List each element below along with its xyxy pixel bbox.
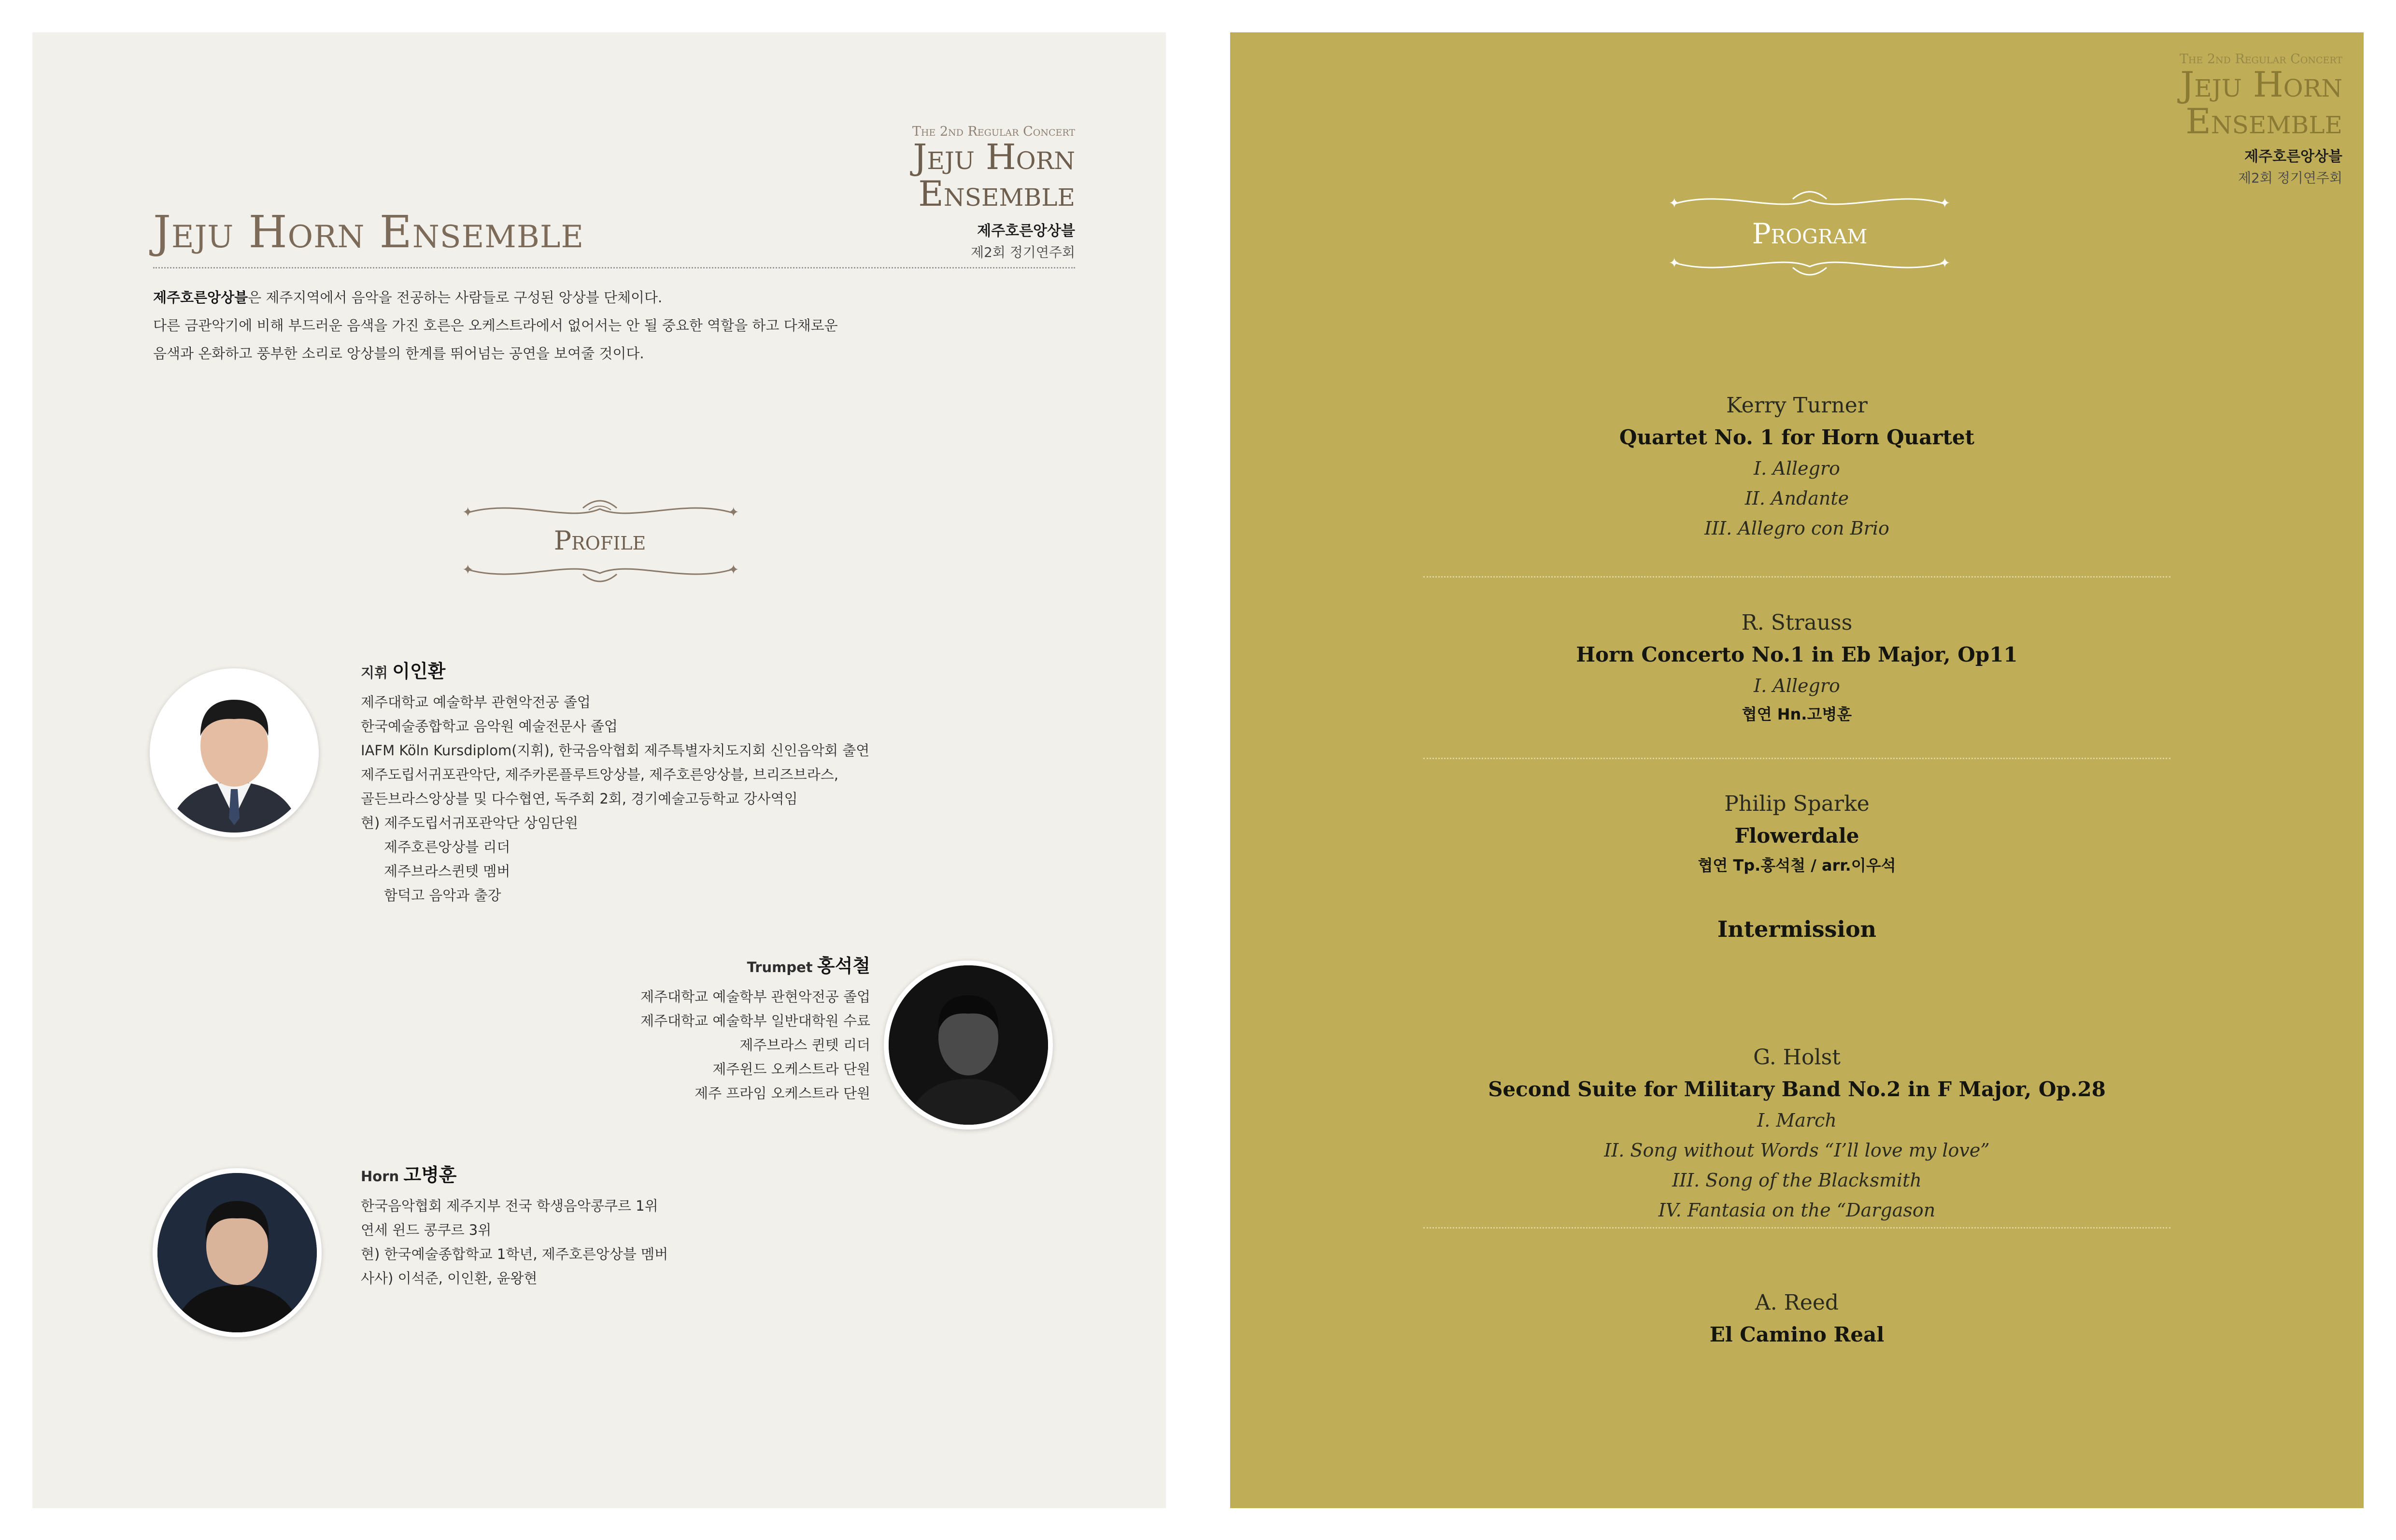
composer: R. Strauss — [1741, 610, 1853, 635]
brand-korean-sub: 제2회 정기연주회 — [970, 244, 1075, 261]
bio-line: 제주대학교 예술학부 관현악전공 졸업 — [361, 694, 591, 710]
bio-line: IAFM Köln Kursdiplom(지휘), 한국음악협회 제주특별자치도지회 신인음악회 출연 — [361, 742, 870, 759]
program-piece — [1230, 607, 2364, 728]
page-title: Jeju Horn Ensemble — [153, 206, 584, 258]
profile-trumpet — [640, 952, 870, 1105]
profile-heading — [457, 494, 742, 589]
brand-name-line1: Jeju Horn — [2180, 64, 2342, 105]
profile-heading-label: Profile — [553, 525, 646, 556]
bio-line: 제주대학교 예술학부 일반대학원 수료 — [640, 1013, 870, 1029]
dotted-divider — [1423, 758, 2170, 759]
composer: G. Holst — [1753, 1045, 1841, 1070]
intermission: Intermission — [1717, 916, 1877, 942]
featuring: 협연 Tp.홍석철 / arr.이우석 — [1698, 856, 1896, 875]
movement: IV. Fantasia on the “Dargason — [1658, 1200, 1936, 1221]
concert-label: The 2nd Regular Concert — [912, 124, 1075, 139]
svg-text:✦: ✦ — [1939, 255, 1951, 271]
avatar-conductor — [150, 668, 319, 837]
profile-role: Horn — [361, 1168, 399, 1185]
work-title: Quartet No. 1 for Horn Quartet — [1619, 425, 1975, 449]
program-heading-label: Program — [1752, 217, 1868, 250]
intro-ensemble-name: 제주호른앙상블 — [153, 289, 248, 306]
movement: II. Song without Words “I’ll love my love” — [1604, 1140, 1990, 1161]
movement: I. March — [1757, 1110, 1837, 1131]
bio-line: 제주윈드 오케스트라 단원 — [712, 1061, 870, 1077]
dotted-divider — [1423, 1227, 2170, 1229]
ornament-bottom — [457, 555, 742, 589]
bio-line: 제주 프라임 오케스트라 단원 — [695, 1085, 870, 1102]
profile-page — [32, 32, 1166, 1508]
svg-text:✦: ✦ — [462, 562, 474, 578]
bio-line: 제주대학교 예술학부 관현악전공 졸업 — [640, 989, 870, 1005]
bio-line: 연세 윈드 콩쿠르 3위 — [361, 1222, 492, 1238]
concert-brand-block — [2180, 52, 2342, 187]
work-title: Flowerdale — [1734, 824, 1859, 848]
bio-line: 현) 제주도립서귀포관악단 상임단원 — [361, 815, 578, 831]
program-piece — [1230, 788, 2364, 879]
movement: II. Andante — [1744, 488, 1849, 509]
program-piece — [1230, 390, 2364, 543]
bio-line: 한국음악협회 제주지부 전국 학생음악콩쿠르 1위 — [361, 1198, 658, 1214]
bio-line: 제주도립서귀포관악단, 제주카론플루트앙상블, 제주호른앙상블, 브리즈브라스, — [361, 766, 838, 783]
brand-name-line2: Ensemble — [2185, 100, 2342, 141]
avatar-horn — [153, 1168, 322, 1337]
intro-line2: 다른 금관악기에 비해 부드러운 음색을 가진 호른은 오케스트라에서 없어서는 안 될 중요한 역할을 하고 다채로운 — [153, 317, 838, 334]
svg-text:✦: ✦ — [1669, 255, 1680, 271]
ornament-top — [1665, 184, 1955, 218]
work-title: Second Suite for Military Band No.2 in F Major, Op.28 — [1488, 1077, 2106, 1101]
bio-line: 제주브라스 퀸텟 리더 — [739, 1037, 870, 1053]
profile-name: 이인환 — [392, 661, 446, 682]
ornament-bottom — [1665, 248, 1955, 282]
profile-role: 지휘 — [361, 664, 388, 681]
profile-role: Trumpet — [747, 959, 813, 975]
dotted-divider — [1423, 576, 2170, 578]
movement: I. Allegro — [1754, 675, 1840, 696]
profile-conductor — [361, 658, 869, 907]
svg-text:✦: ✦ — [728, 562, 739, 578]
brand-name-line1: Jeju Horn — [913, 137, 1075, 177]
svg-text:✦: ✦ — [1939, 195, 1951, 211]
svg-text:✦: ✦ — [728, 504, 739, 520]
svg-text:✦: ✦ — [462, 504, 474, 520]
ornament-top — [457, 494, 742, 527]
brand-korean-name: 제주호른앙상블 — [2244, 148, 2342, 166]
movement: I. Allegro — [1754, 458, 1840, 479]
program-heading — [1665, 184, 1955, 282]
bio-line: 제주브라스퀸텟 멤버 — [384, 863, 510, 879]
program-page — [1230, 32, 2364, 1508]
profile-name: 홍석철 — [817, 955, 870, 976]
brand-korean-name: 제주호른앙상블 — [977, 223, 1075, 240]
program-piece — [1230, 1042, 2364, 1225]
featuring: 협연 Hn.고병훈 — [1742, 705, 1852, 723]
composer: Philip Sparke — [1724, 791, 1870, 816]
composer: Kerry Turner — [1726, 393, 1868, 418]
profile-name: 고병훈 — [403, 1164, 457, 1186]
bio-line: 골든브라스앙상블 및 다수협연, 독주회 2회, 경기예술고등학교 강사역임 — [361, 791, 798, 807]
avatar-trumpet — [884, 961, 1053, 1130]
work-title: El Camino Real — [1709, 1323, 1885, 1346]
movement: III. Song of the Blacksmith — [1672, 1170, 1922, 1191]
profile-horn — [361, 1161, 668, 1290]
brand-korean-sub: 제2회 정기연주회 — [2238, 170, 2342, 186]
work-title: Horn Concerto No.1 in Eb Major, Op11 — [1576, 643, 2018, 666]
bio-line: 사사) 이석준, 이인환, 윤왕현 — [361, 1270, 538, 1286]
brand-name-line2: Ensemble — [918, 173, 1075, 214]
intro-line3: 음색과 온화하고 풍부한 소리로 앙상블의 한계를 뛰어넘는 공연을 보여줄 것이다. — [153, 345, 644, 362]
svg-text:✦: ✦ — [1669, 195, 1680, 211]
bio-line: 현) 한국예술종합학교 1학년, 제주호른앙상블 멤버 — [361, 1246, 668, 1262]
ensemble-intro — [153, 283, 974, 367]
program-piece — [1230, 1287, 2364, 1351]
concert-label: The 2nd Regular Concert — [2179, 52, 2342, 67]
composer: A. Reed — [1755, 1290, 1839, 1315]
movement: III. Allegro con Brio — [1704, 518, 1889, 539]
bio-line: 제주호른앙상블 리더 — [384, 839, 510, 855]
bio-line: 함덕고 음악과 출강 — [384, 887, 501, 904]
intro-line1: 은 제주지역에서 음악을 전공하는 사람들로 구성된 앙상블 단체이다. — [248, 289, 663, 306]
bio-line: 한국예술종합학교 음악원 예술전문사 졸업 — [361, 718, 618, 735]
concert-brand-block — [912, 124, 1075, 261]
dotted-divider — [153, 267, 1075, 268]
